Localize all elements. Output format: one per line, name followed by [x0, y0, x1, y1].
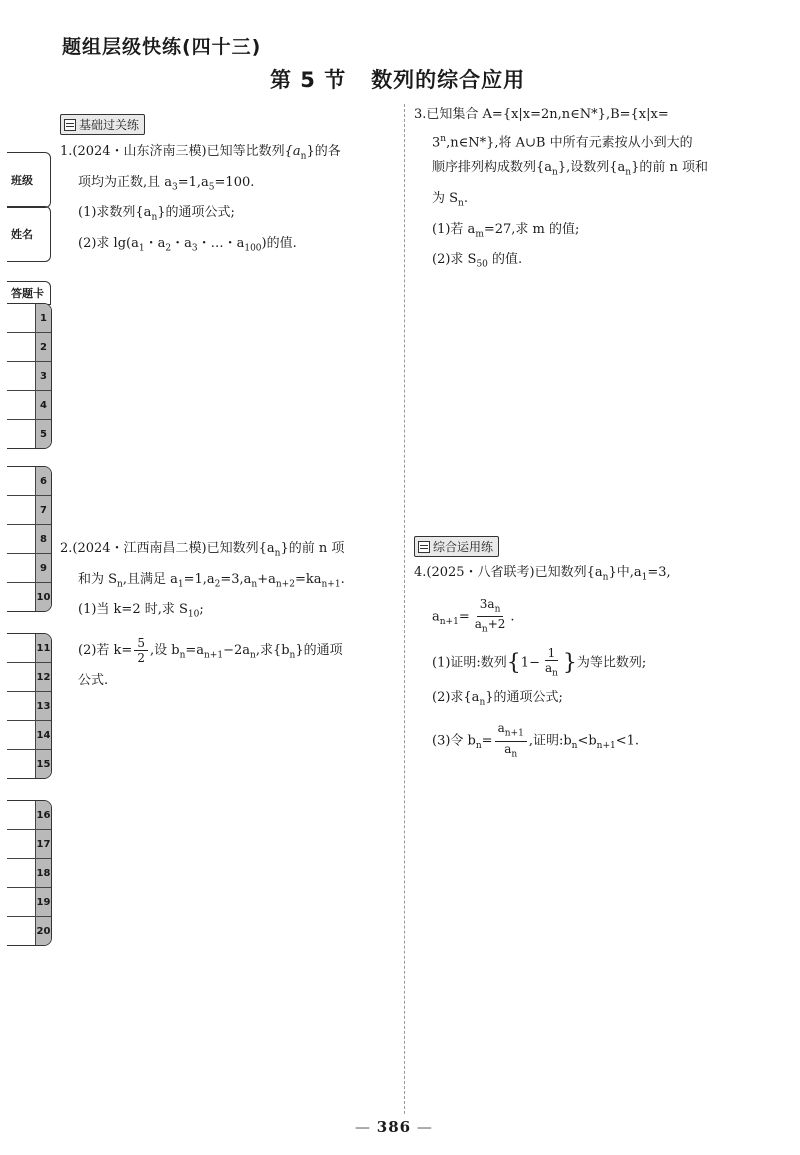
- question-number: 2: [35, 333, 51, 361]
- answer-card-row[interactable]: [7, 391, 51, 420]
- question-number: 20: [35, 917, 51, 945]
- answer-blank[interactable]: [7, 634, 35, 662]
- problem-4-line-1: 4.(2025・八省联考)已知数列$\{a_n\}$中$,a_1=3$,: [414, 565, 671, 583]
- question-number: 15: [35, 750, 51, 778]
- question-number: 8: [35, 525, 51, 553]
- answer-card-row[interactable]: [7, 420, 51, 448]
- answer-card-row[interactable]: [7, 859, 51, 888]
- question-number: 7: [35, 496, 51, 524]
- one-over-an-fraction: $\frac{1}{a_n}$: [544, 646, 558, 679]
- problem-4-part-2: (2)求$\{a_n\}$的通项公式;: [432, 689, 563, 708]
- question-number: 5: [35, 420, 51, 448]
- answer-card-row[interactable]: [7, 721, 51, 750]
- problem-3-line-3: 顺序排列构成数列$\{a_n\}$,设数列$\{a_n\}$的前 n 项和: [432, 160, 708, 178]
- series-title: 题组层级快练(四十三): [62, 36, 262, 58]
- answer-card-row[interactable]: [7, 917, 51, 945]
- problem-2-part-2: (2)若 k= $\frac{5}{2}$ ,设 $b_n=a_{n+1}-2a_n$,求$\{b_n\}$的通项: [78, 635, 343, 665]
- problem-2-part-1: (1)当 k=2 时,求 $S_{10}$;: [78, 602, 204, 620]
- answer-card-row[interactable]: [7, 362, 51, 391]
- answer-card-group: [7, 800, 52, 946]
- problem-1-part-2: (2)求 $\lg(a_1$・$a_2$・$a_3$・…・$a_{100}$)的值.: [78, 235, 297, 254]
- answer-blank[interactable]: [7, 362, 35, 390]
- answer-blank[interactable]: [7, 554, 35, 582]
- answer-card-group: [7, 303, 52, 449]
- problem-1: [60, 139, 395, 261]
- problem-1-line-2: 项均为正数,且 $a_3=1,a_5=100$.: [78, 174, 255, 193]
- question-number: 10: [35, 583, 51, 611]
- fraction-five-halves: $\frac{5}{2}$: [134, 636, 148, 665]
- answer-card-label-box: [7, 281, 51, 305]
- problem-4-recurrence: $a_{n+1}=$ $\frac{3a_n}{a_n+2}$ .: [432, 596, 515, 635]
- notebook-icon: [418, 541, 430, 553]
- problem-3-line-2: 3$^n$,n∈N*},将 A∪B 中所有元素按从小到大的: [432, 134, 693, 151]
- question-number: 3: [35, 362, 51, 390]
- answer-blank[interactable]: [7, 583, 35, 611]
- answer-blank[interactable]: [7, 496, 35, 524]
- comprehensive-practice-badge: [414, 536, 499, 557]
- problem-3-line-4: 为 $S_n$.: [432, 190, 468, 209]
- question-number: 1: [35, 304, 51, 332]
- problem-4: [414, 560, 759, 761]
- answer-card-row[interactable]: [7, 333, 51, 362]
- answer-blank[interactable]: [7, 333, 35, 361]
- problem-3: [414, 102, 759, 278]
- answer-card-row[interactable]: [7, 750, 51, 778]
- problem-4-part-3: (3)令 $b_n=$ $\frac{a_{n+1}}{a_n}$ ,证明$:b_n<b_{n+1}<1$.: [432, 721, 640, 760]
- answer-blank[interactable]: [7, 467, 35, 495]
- answer-card-row[interactable]: [7, 830, 51, 859]
- answer-blank[interactable]: [7, 721, 35, 749]
- answer-blank[interactable]: [7, 830, 35, 858]
- answer-blank[interactable]: [7, 304, 35, 332]
- section-title: 第 5 节 数列的综合应用: [270, 68, 526, 92]
- problem-2-line-2: 和为 $S_n$,且满足 $a_1=1,a_2=3,a_n+a_{n+2}=ka_{n+1}$.: [78, 571, 345, 590]
- answer-card-row[interactable]: [7, 888, 51, 917]
- question-number: 6: [35, 467, 51, 495]
- answer-blank[interactable]: [7, 859, 35, 887]
- answer-card-row[interactable]: [7, 554, 51, 583]
- recurrence-fraction: $\frac{3a_n}{a_n+2}$: [474, 596, 506, 635]
- problem-3-part-2: (2)求 $S_{50}$ 的值.: [432, 252, 523, 270]
- answer-card-row[interactable]: [7, 525, 51, 554]
- question-number: 18: [35, 859, 51, 887]
- problem-2: [60, 536, 395, 693]
- question-number: 4: [35, 391, 51, 419]
- basic-practice-label: 基础过关练: [79, 118, 140, 132]
- answer-card-group: [7, 466, 52, 612]
- answer-card-row[interactable]: [7, 801, 51, 830]
- problem-3-line-1: 3.已知集合 A={x|x=2n,n∈N*},B={x|x=: [414, 107, 669, 122]
- name-label: 姓名: [11, 228, 33, 241]
- bn-fraction: $\frac{a_{n+1}}{a_n}$: [495, 721, 527, 761]
- question-number: 19: [35, 888, 51, 916]
- class-label: 班级: [11, 174, 33, 187]
- answer-blank[interactable]: [7, 391, 35, 419]
- answer-blank[interactable]: [7, 663, 35, 691]
- problem-1-part-1: (1)求数列$\{a_n\}$的通项公式;: [78, 205, 235, 223]
- question-number: 12: [35, 663, 51, 691]
- answer-card-group: [7, 633, 52, 779]
- answer-card-row[interactable]: [7, 634, 51, 663]
- column-divider: [404, 104, 405, 1114]
- question-number: 17: [35, 830, 51, 858]
- basic-practice-badge: [60, 114, 145, 135]
- problem-1-line-1: 1.(2024・山东济南三模)已知等比数列$\{a_n\}$的各: [60, 144, 341, 162]
- name-field: [7, 206, 51, 262]
- answer-card-row[interactable]: [7, 496, 51, 525]
- question-number: 11: [35, 634, 51, 662]
- answer-blank[interactable]: [7, 420, 35, 448]
- answer-card-row[interactable]: [7, 304, 51, 333]
- answer-blank[interactable]: [7, 917, 35, 945]
- problem-4-part-1: (1)证明:数列{1− $\frac{1}{a_n}$ }为等比数列;: [432, 646, 647, 679]
- class-field: [7, 152, 51, 208]
- answer-card-row[interactable]: [7, 663, 51, 692]
- answer-blank[interactable]: [7, 692, 35, 720]
- question-number: 13: [35, 692, 51, 720]
- question-number: 14: [35, 721, 51, 749]
- page-number: — 386 —: [355, 1118, 433, 1136]
- question-number: 16: [35, 801, 51, 829]
- answer-card-row[interactable]: [7, 467, 51, 496]
- problem-3-part-1: (1)若 $a_m=27$,求 m 的值;: [432, 221, 580, 240]
- comprehensive-practice-label: 综合运用练: [433, 540, 494, 554]
- answer-blank[interactable]: [7, 801, 35, 829]
- answer-blank[interactable]: [7, 525, 35, 553]
- answer-card-row[interactable]: [7, 692, 51, 721]
- answer-blank[interactable]: [7, 888, 35, 916]
- problem-2-part-2-cont: 公式.: [78, 673, 109, 689]
- notebook-icon: [64, 119, 76, 131]
- question-number: 9: [35, 554, 51, 582]
- problem-2-line-1: 2.(2024・江西南昌二模)已知数列$\{a_n\}$的前 n 项: [60, 541, 345, 559]
- answer-card-label: 答题卡: [11, 287, 44, 300]
- answer-blank[interactable]: [7, 750, 35, 778]
- answer-card-row[interactable]: [7, 583, 51, 611]
